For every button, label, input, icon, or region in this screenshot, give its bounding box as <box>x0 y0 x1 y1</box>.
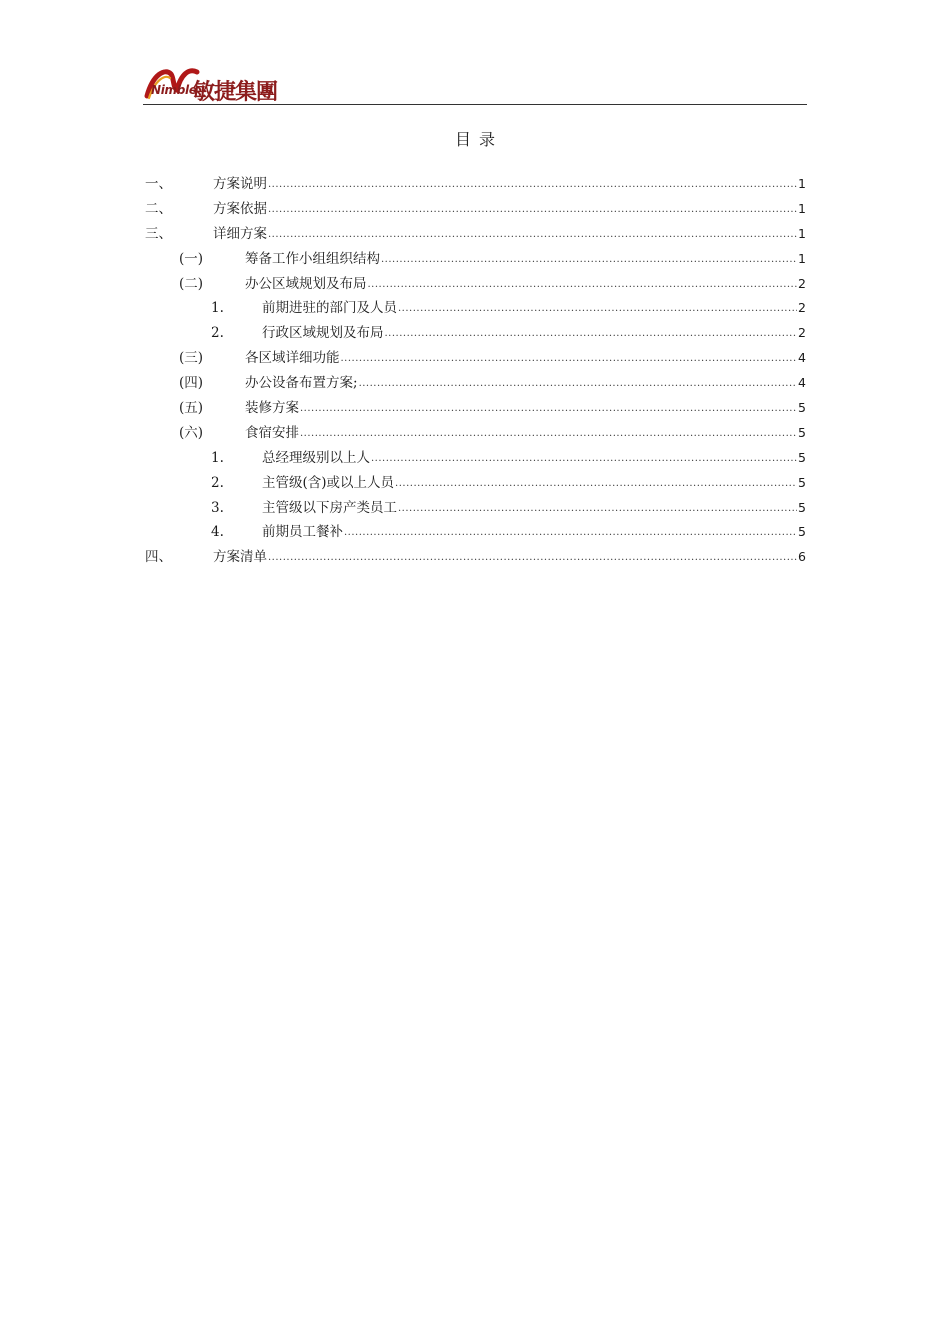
toc-entry-text[interactable]: 筹备工作小组组织结构 <box>245 250 380 267</box>
table-of-contents <box>145 172 806 570</box>
logo-latin-text: Nimble <box>151 83 197 97</box>
toc-entry[interactable] <box>145 247 806 272</box>
toc-leader-dots <box>341 347 798 372</box>
toc-entry[interactable] <box>145 296 806 321</box>
toc-entry-number: 二、 <box>145 200 172 217</box>
toc-entry[interactable] <box>145 446 806 471</box>
toc-entry-page[interactable]: 1 <box>798 200 806 216</box>
toc-entry[interactable] <box>145 222 806 247</box>
toc-entry-text[interactable]: 行政区域规划及布局 <box>262 325 384 342</box>
toc-entry-page[interactable]: 2 <box>798 275 806 291</box>
toc-entry-text[interactable]: 前期进驻的部门及人员 <box>262 300 397 317</box>
toc-entry-number: (三) <box>179 350 204 367</box>
toc-entry-page[interactable]: 2 <box>798 325 806 341</box>
toc-entry-number: (四) <box>179 375 204 392</box>
toc-entry-text[interactable]: 食宿安排 <box>245 424 299 441</box>
toc-entry[interactable] <box>145 371 806 396</box>
toc-leader-dots <box>381 248 797 273</box>
toc-entry-text[interactable]: 各区域详细功能 <box>245 350 340 367</box>
toc-entry-number: 四、 <box>145 549 172 566</box>
toc-entry-text[interactable]: 办公设备布置方案; <box>245 375 358 392</box>
toc-entry-page[interactable]: 4 <box>798 350 806 366</box>
toc-leader-dots <box>344 521 797 546</box>
toc-entry[interactable] <box>145 346 806 371</box>
toc-entry-number: (五) <box>179 400 204 417</box>
toc-entry-text[interactable]: 详细方案 <box>213 225 267 242</box>
header-rule <box>143 104 807 105</box>
toc-leader-dots <box>268 173 797 198</box>
toc-entry-page[interactable]: 5 <box>798 400 806 416</box>
toc-entry-number: (一) <box>179 250 204 267</box>
toc-entry[interactable] <box>145 321 806 346</box>
toc-entry-page[interactable]: 5 <box>798 524 806 540</box>
toc-entry-page[interactable]: 1 <box>798 225 806 241</box>
toc-leader-dots <box>300 422 797 447</box>
toc-entry-page[interactable]: 5 <box>798 474 806 490</box>
toc-leader-dots <box>371 447 797 472</box>
toc-leader-dots <box>368 273 798 298</box>
toc-entry-number: 4. <box>211 524 224 541</box>
toc-entry-page[interactable]: 2 <box>798 300 806 316</box>
toc-leader-dots <box>300 397 797 422</box>
toc-leader-dots <box>398 497 797 522</box>
toc-entry[interactable] <box>145 545 806 570</box>
toc-leader-dots <box>268 546 797 571</box>
toc-entry[interactable] <box>145 496 806 521</box>
toc-leader-dots <box>395 472 797 497</box>
toc-entry-page[interactable]: 5 <box>798 499 806 515</box>
toc-entry-text[interactable]: 主管级以下房产类员工 <box>262 499 397 516</box>
toc-entry-number: (六) <box>179 424 204 441</box>
toc-entry-text[interactable]: 方案依据 <box>213 200 267 217</box>
toc-entry-page[interactable]: 5 <box>798 449 806 465</box>
toc-entry-number: 1. <box>211 300 224 317</box>
toc-entry-text[interactable]: 总经理级别以上人 <box>262 449 370 466</box>
toc-title: 目录 <box>454 130 503 149</box>
toc-entry[interactable] <box>145 471 806 496</box>
toc-entry-number: 1. <box>211 449 224 466</box>
toc-entry-text[interactable]: 主管级(含)或以上人员 <box>262 474 395 491</box>
toc-entry[interactable] <box>145 272 806 297</box>
toc-leader-dots <box>385 322 798 347</box>
toc-leader-dots <box>398 297 797 322</box>
toc-entry-text[interactable]: 前期员工餐补 <box>262 524 343 541</box>
toc-entry-number: 2. <box>211 474 224 491</box>
company-logo <box>143 64 443 104</box>
toc-leader-dots <box>359 372 797 397</box>
toc-entry-page[interactable]: 1 <box>798 250 806 266</box>
toc-entry-page[interactable]: 1 <box>798 176 806 191</box>
toc-entry[interactable] <box>145 396 806 421</box>
toc-entry[interactable] <box>145 421 806 446</box>
toc-entry[interactable] <box>145 197 806 222</box>
logo-cjk-text: 敏捷集團 <box>193 80 278 105</box>
toc-entry-page[interactable]: 4 <box>798 375 806 391</box>
toc-entry-number: 三、 <box>145 225 172 242</box>
toc-entry[interactable] <box>145 172 806 197</box>
toc-entry-number: 3. <box>211 499 224 516</box>
toc-entry-page[interactable]: 6 <box>798 549 806 565</box>
toc-entry-text[interactable]: 方案说明 <box>213 176 267 192</box>
toc-entry-text[interactable]: 装修方案 <box>245 400 299 417</box>
toc-leader-dots <box>268 198 797 223</box>
toc-entry[interactable] <box>145 520 806 545</box>
toc-entry-page[interactable]: 5 <box>798 424 806 440</box>
toc-leader-dots <box>268 223 797 248</box>
toc-entry-text[interactable]: 办公区域规划及布局 <box>245 275 367 292</box>
toc-entry-number: 一、 <box>145 176 172 192</box>
toc-entry-number: 2. <box>211 325 224 342</box>
toc-entry-number: (二) <box>179 275 204 292</box>
toc-entry-text[interactable]: 方案清单 <box>213 549 267 566</box>
page-header <box>143 64 807 106</box>
